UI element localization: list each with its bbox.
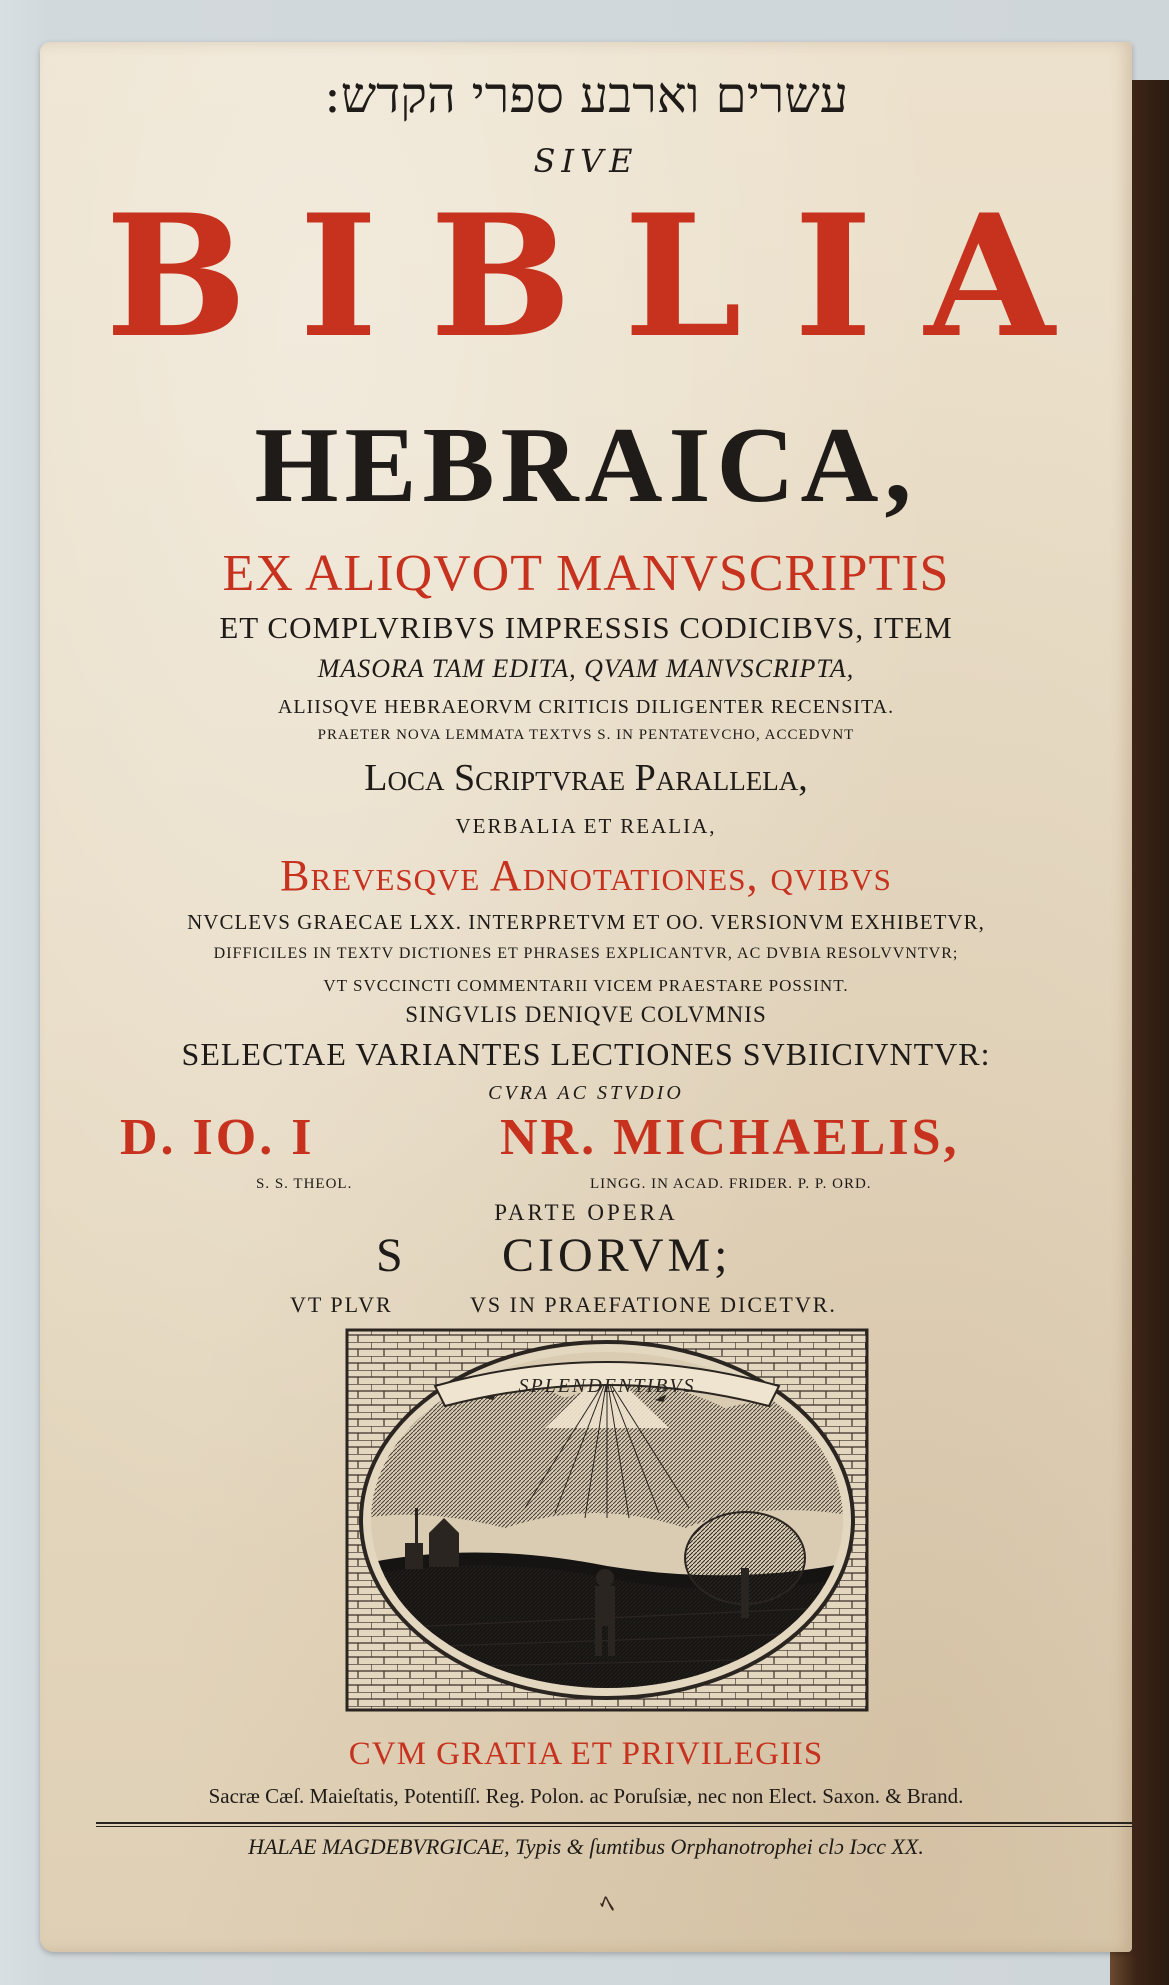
loca-line: Loca Scriptvrae Parallela,: [364, 757, 808, 799]
masora-line: MASORA TAM EDITA, QVAM MANVSCRIPTA,: [317, 654, 855, 683]
ex-aliqvot-line: EX ALIQVOT MANVSCRIPTIS: [222, 545, 950, 602]
vt-plur-left: VT PLVR: [290, 1292, 393, 1317]
author-left: D. IO. I: [120, 1109, 315, 1166]
author-right: NR. MICHAELIS,: [500, 1109, 960, 1166]
aliisque-line: ALIISQVE HEBRAEORVM CRITICIS DILIGENTER RECENSITA.: [277, 696, 895, 718]
title-page: [40, 42, 1132, 1952]
vt-plur-right: VS IN PRAEFATIONE DICETVR.: [470, 1292, 837, 1317]
verbalia-line: VERBALIA ET REALIA,: [455, 814, 717, 838]
sociorum-right: CIORVM;: [502, 1229, 732, 1282]
imprint-rule-thin: [96, 1826, 1132, 1827]
hebraica-title: HEBRAICA,: [254, 406, 918, 525]
sociorum-left: S: [376, 1229, 407, 1282]
imprint-rule: [96, 1822, 1132, 1824]
privilege-line: Sacræ Cæſ. Maieſtatis, Potentiſſ. Reg. Polon. ac Poruſsiæ, nec non Elect. Saxon. & Brand.: [208, 1784, 964, 1808]
parte-opera-line: PARTE OPERA: [494, 1200, 678, 1225]
nucleus-line: NVCLEVS GRAECAE LXX. INTERPRETVM ET OO. VERSIONVM EXHIBETVR,: [187, 910, 985, 934]
breves-line: Brevesqve Adnotationes, qvibvs: [280, 851, 892, 900]
vt-succincti-line: VT SVCCINCTI COMMENTARII VICEM PRAESTARE POSSINT.: [323, 976, 849, 995]
hebrew-title: עשרים וארבע ספרי הקדש:: [323, 66, 849, 124]
engraved-vignette: [345, 1328, 869, 1712]
praeter-line: PRAETER NOVA LEMMATA TEXTVS S. IN PENTATEVCHO, ACCEDVNT: [317, 727, 855, 743]
credential-right: LINGG. IN ACAD. FRIDER. P. P. ORD.: [590, 1176, 872, 1192]
biblia-title: BIBLIA: [105, 177, 1107, 375]
sive-line: SIVE: [533, 142, 639, 180]
cura-line: CVRA AC STVDIO: [488, 1082, 684, 1104]
cum-gratia-line: CVM GRATIA ET PRIVILEGIIS: [348, 1736, 824, 1772]
difficiles-line: DIFFICILES IN TEXTV DICTIONES ET PHRASES EXPLICANTVR, AC DVBIA RESOLVVNTVR;: [213, 945, 959, 962]
vignette-motto: SPLENDENTIBVS: [518, 1375, 696, 1397]
singulis-line: SINGVLIS DENIQVE COLVMNIS: [405, 1002, 767, 1027]
ink-mark-icon: ﾍ: [600, 1887, 615, 1920]
et-compluribus-line: ET COMPLVRIBVS IMPRESSIS CODICIBVS, ITEM: [219, 610, 953, 645]
imprint-line: HALAE MAGDEBVRGICAE, Typis & ſumtibus Orphanotrophei clɔ Iɔcc XX.: [248, 1834, 924, 1859]
selectae-line: SELECTAE VARIANTES LECTIONES SVBIICIVNTVR:: [181, 1036, 991, 1072]
credential-left: S. S. THEOL.: [256, 1176, 353, 1192]
